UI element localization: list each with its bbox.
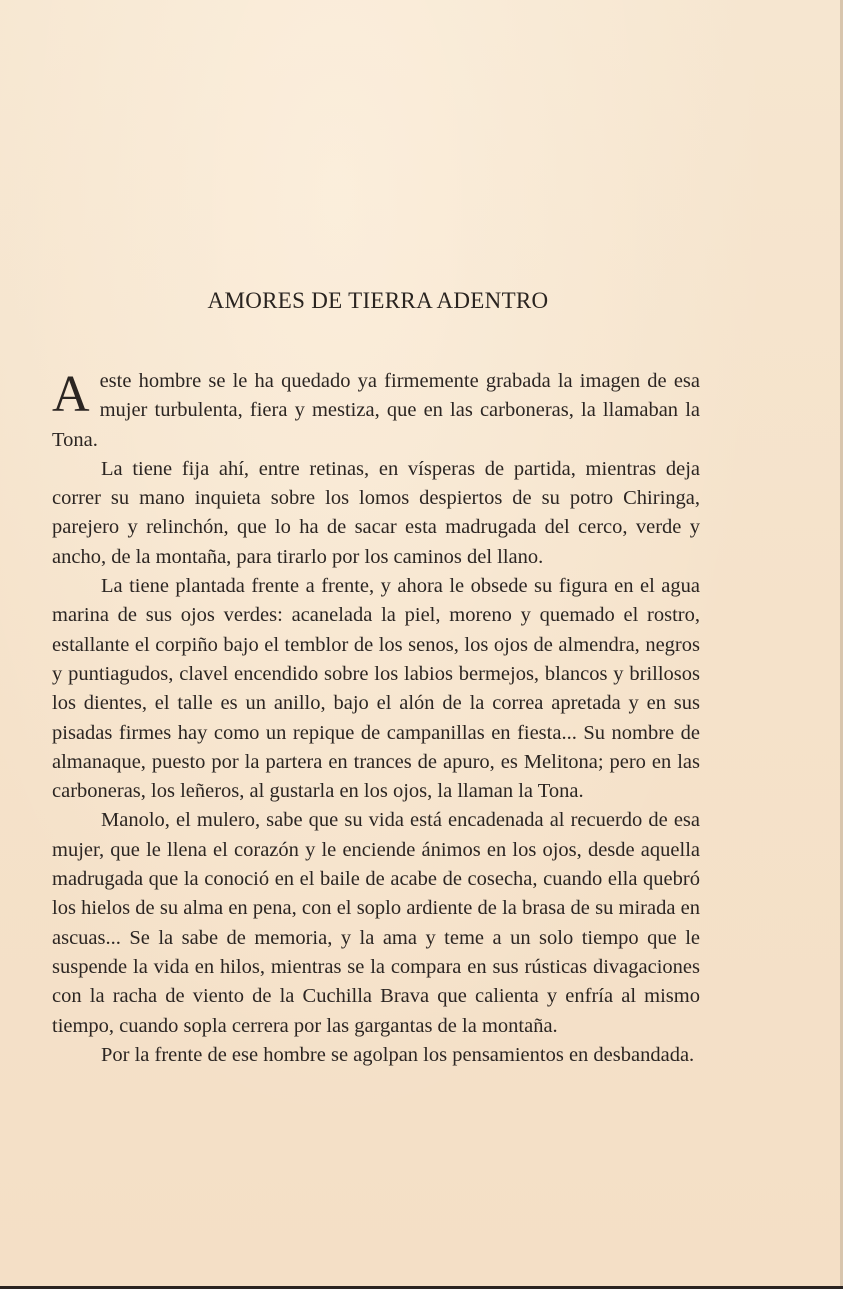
paragraph-4: Manolo, el mulero, sabe que su vida está encadenada al recuerdo de esa mujer, que le llena el corazón y le enciende ánimos en los ojos, desde aquella madrugada que la conoció en el baile de acabe de cosecha, cuando ella quebró los hielos de su alma en pena, con el soplo ardiente de la brasa de su mirada en ascuas... Se la sabe de memoria, y la ama y teme a un solo tiempo que le suspende la vida en hilos, mientras se la compara en sus rústicas divagaciones con la racha de viento de la Cuchilla Brava que calienta y enfría al mismo tiempo, cuando sopla cerrera por las gargantas de la montaña. (52, 809, 700, 1037)
paragraph-5: Por la frente de ese hombre se agolpan los pensamientos en desbandada. (101, 1043, 695, 1066)
body-text (52, 367, 700, 1070)
paragraph-3: La tiene plantada frente a frente, y ahora le obsede su figura en el agua marina de sus ojos verdes: acanelada la piel, moreno y quemado el rostro, estallante el corpiño bajo el temblor de los senos, los ojos de almendra, negros y puntiagudos, clavel encendido sobre los labios bermejos, blancos y brillosos los dientes, el talle es un anillo, bajo el alón de la correa apretada y en sus pisadas firmes hay como un repique de campanillas en fiesta... Su nombre de almanaque, puesto por la partera en trances de apuro, es Melitona; pero en las carboneras, los leñeros, al gustarla en los ojos, la llaman la Tona. (52, 575, 700, 803)
paragraph-1 (52, 367, 700, 455)
paragraph-1-text: este hombre se le ha quedado ya firmemente grabada la imagen de esa mujer turbulenta, fiera y mestiza, que en las carboneras, la llamaban la Tona. (52, 370, 700, 451)
drop-cap: A (52, 366, 90, 423)
chapter-title: AMORES DE TIERRA ADENTRO (207, 288, 549, 313)
paragraph-2: La tiene fija ahí, entre retinas, en vísperas de partida, mientras deja correr su mano inquieta sobre los lomos despiertos de su potro Chiringa, parejero y relinchón, que lo ha de sacar esta madrugada del cerco, verde y ancho, de la montaña, para tirarlo por los caminos del llano. (52, 457, 700, 568)
